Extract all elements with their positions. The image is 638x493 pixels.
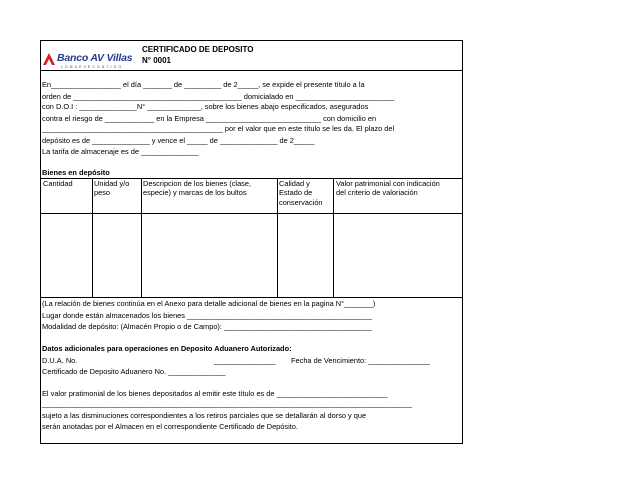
column-header-cantidad: Cantidad [43,179,73,188]
table-header-divider [41,213,462,214]
intro-line-3: con D.O.I : ______________N° _____________, sobre los bienes abajo especificados, asegurados [42,102,369,111]
column-header-valor: Valor patrimonial con indicación del criterio de valoriación [336,179,440,198]
intro-line-2: orden de _________________________________________ domicialado en ________________________ [42,92,395,101]
footer-line-1: sujeto a las disminuciones correspondientes a los retiros parciales que se detallarán al dorso y que [42,411,367,420]
intro-line-6: depósito es de ______________ y vence el _____ de ______________ de 2_____ [42,136,315,145]
logo-text: Banco AV Villas [57,52,133,64]
deposit-certificate [40,40,463,444]
table-col-divider-2 [141,178,142,297]
intro-line-5: ____________________________________________ por el valor que en este título se les da. El plazo del [42,124,395,133]
anexo-line: (La relación de bienes continúa en el Anexo para detalle adicional de bienes en la pagina N°_______) [42,299,376,308]
vencimiento-line: Fecha de Vencimiento: _______________ [291,356,430,365]
lugar-line: Lugar donde están almacenados los bienes _____________________________________________ [42,311,373,320]
aduanero-title: Datos adicionales para operaciones en Deposito Aduanero Autorizado: [42,344,292,353]
intro-line-4: contra el riesgo de ____________ en la Empresa ____________________________ con domicilio en [42,114,377,123]
footer-rule: __________________________________________________________________________________________ [42,399,412,408]
certificado-aduanero-line: Certificado de Deposito Aduanero No. ______________ [42,367,226,376]
bank-logo-icon [43,53,55,65]
header-divider [41,70,462,71]
table-col-divider-1 [92,178,93,297]
document-number: N° 0001 [142,56,171,65]
table-bottom-border [41,297,462,298]
bank-logo [43,50,139,72]
dua-label: D.U.A. No. [42,356,78,365]
valor-patrimonial-line: El valor pratimonial de los bienes depositados al emitir este título es de ___________________________ [42,389,388,398]
logo-tagline: L O M U E V E C O N T I G O [61,65,122,69]
dua-blank: _______________ [214,356,276,365]
intro-line-1: En_________________ el día _______ de _________ de 2_____, se expide el presente título a la [42,80,365,89]
column-header-descripcion: Descripcion de los bienes (clase, especie) y marcas de los bultos [143,179,252,198]
footer-line-2: serán anotadas por el Almacen en el correspondiente Certificado de Depósito. [42,422,298,431]
modalidad-line: Modalidad de depósito: (Almacén Propio o de Campo): ____________________________________ [42,322,372,331]
section-title: Bienes en depósito [42,168,110,177]
document-title: CERTIFICADO DE DEPOSITO [142,45,254,54]
column-header-calidad: Calidad y Estado de conservación [279,179,323,207]
table-col-divider-3 [277,178,278,297]
intro-line-7: La tarifa de almacenaje es de ______________ [42,147,199,156]
table-col-divider-4 [333,178,334,297]
column-header-unidad: Unidad y/o peso [94,179,130,198]
